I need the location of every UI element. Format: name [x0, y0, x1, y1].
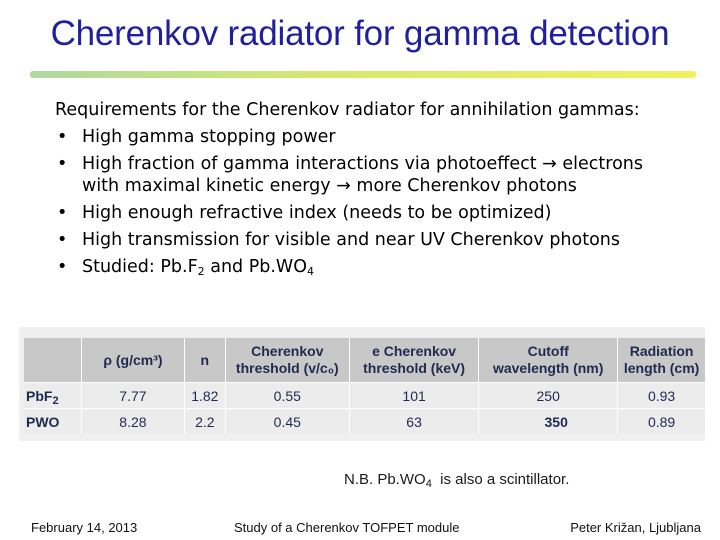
bullet-stopping-power — [55, 124, 695, 151]
footer-date: February 14, 2013 — [31, 520, 138, 535]
subscript: 4 — [307, 265, 315, 278]
cell-electron-threshold: 63 — [349, 409, 478, 435]
header-material — [24, 338, 81, 383]
bullet-text-continuation: with maximal kinetic energy → more Cherenkov photons — [82, 176, 577, 196]
header-radiation-length — [618, 338, 705, 383]
cell-refractive-index: 1.82 — [185, 383, 226, 409]
subscript: 2 — [197, 265, 205, 278]
header-line: threshold (v/c₀) — [235, 360, 339, 376]
cutoff-value: 350 — [544, 413, 568, 430]
cell-cherenkov-threshold: 0.45 — [225, 409, 349, 435]
footer-author: Peter Križan, Ljubljana — [570, 520, 701, 535]
bullet-studied — [55, 254, 695, 281]
bullet-text: High enough refractive index (needs to be optimized) — [82, 203, 552, 223]
cell-cutoff-wavelength — [479, 409, 618, 435]
slide-title: Cherenkov radiator for gamma detection — [50, 14, 670, 53]
bullet-text: High fraction of gamma interactions via photoeffect → electrons — [82, 154, 643, 174]
subscript: 2 — [52, 394, 59, 407]
requirements-intro: Requirements for the Cherenkov radiator for annihilation gammas: — [55, 100, 640, 120]
properties-table — [24, 338, 705, 434]
requirements-block — [55, 97, 695, 281]
bullet-text: Studied: Pb.F — [82, 257, 198, 277]
cell-electron-threshold: 101 — [349, 383, 478, 409]
bullet-text: High transmission for visible and near UV Cherenkov photons — [82, 230, 620, 250]
table-header-row — [24, 338, 705, 383]
header-cherenkov-threshold — [225, 338, 349, 383]
header-electron-threshold — [349, 338, 478, 383]
table-row — [24, 409, 705, 435]
header-density: ρ (g/cm³) — [81, 338, 184, 383]
row-material — [24, 409, 81, 435]
bullet-photoeffect — [55, 151, 695, 200]
material-name: PbF — [26, 387, 53, 404]
header-line: e Cherenkov — [372, 343, 457, 359]
footer-title: Study of a Cherenkov TOFPET module — [234, 520, 460, 535]
title-underline-bar — [30, 71, 696, 78]
bullet-text: and Pb.WO — [204, 257, 308, 277]
bullet-text: High gamma stopping power — [82, 127, 336, 147]
properties-table-panel — [19, 327, 705, 441]
header-cutoff-wavelength — [479, 338, 618, 383]
requirements-list — [55, 124, 695, 281]
header-line: Cutoff — [527, 343, 569, 359]
note-text: N.B. Pb.WO — [344, 471, 426, 488]
bullet-transmission — [55, 227, 695, 254]
header-line: wavelength (nm) — [492, 360, 604, 376]
table-row — [24, 383, 705, 409]
bullet-refractive-index — [55, 200, 695, 227]
cell-density: 7.77 — [81, 383, 184, 409]
header-line: Cherenkov — [251, 343, 324, 359]
header-line: threshold (keV) — [363, 360, 466, 376]
material-name: PWO — [26, 413, 60, 430]
cell-refractive-index: 2.2 — [185, 409, 226, 435]
note-text: is also a scintillator. — [431, 471, 570, 488]
cell-density: 8.28 — [81, 409, 184, 435]
header-line: Radiation — [629, 343, 694, 359]
header-refractive-index: n — [185, 338, 226, 383]
row-material — [24, 383, 81, 409]
cell-cherenkov-threshold: 0.55 — [225, 383, 349, 409]
header-line: length (cm) — [623, 360, 700, 376]
cell-cutoff-wavelength: 250 — [479, 383, 618, 409]
cell-radiation-length: 0.93 — [618, 383, 705, 409]
subscript: 4 — [425, 478, 432, 490]
cell-radiation-length: 0.89 — [618, 409, 705, 435]
scintillator-note — [344, 471, 569, 488]
